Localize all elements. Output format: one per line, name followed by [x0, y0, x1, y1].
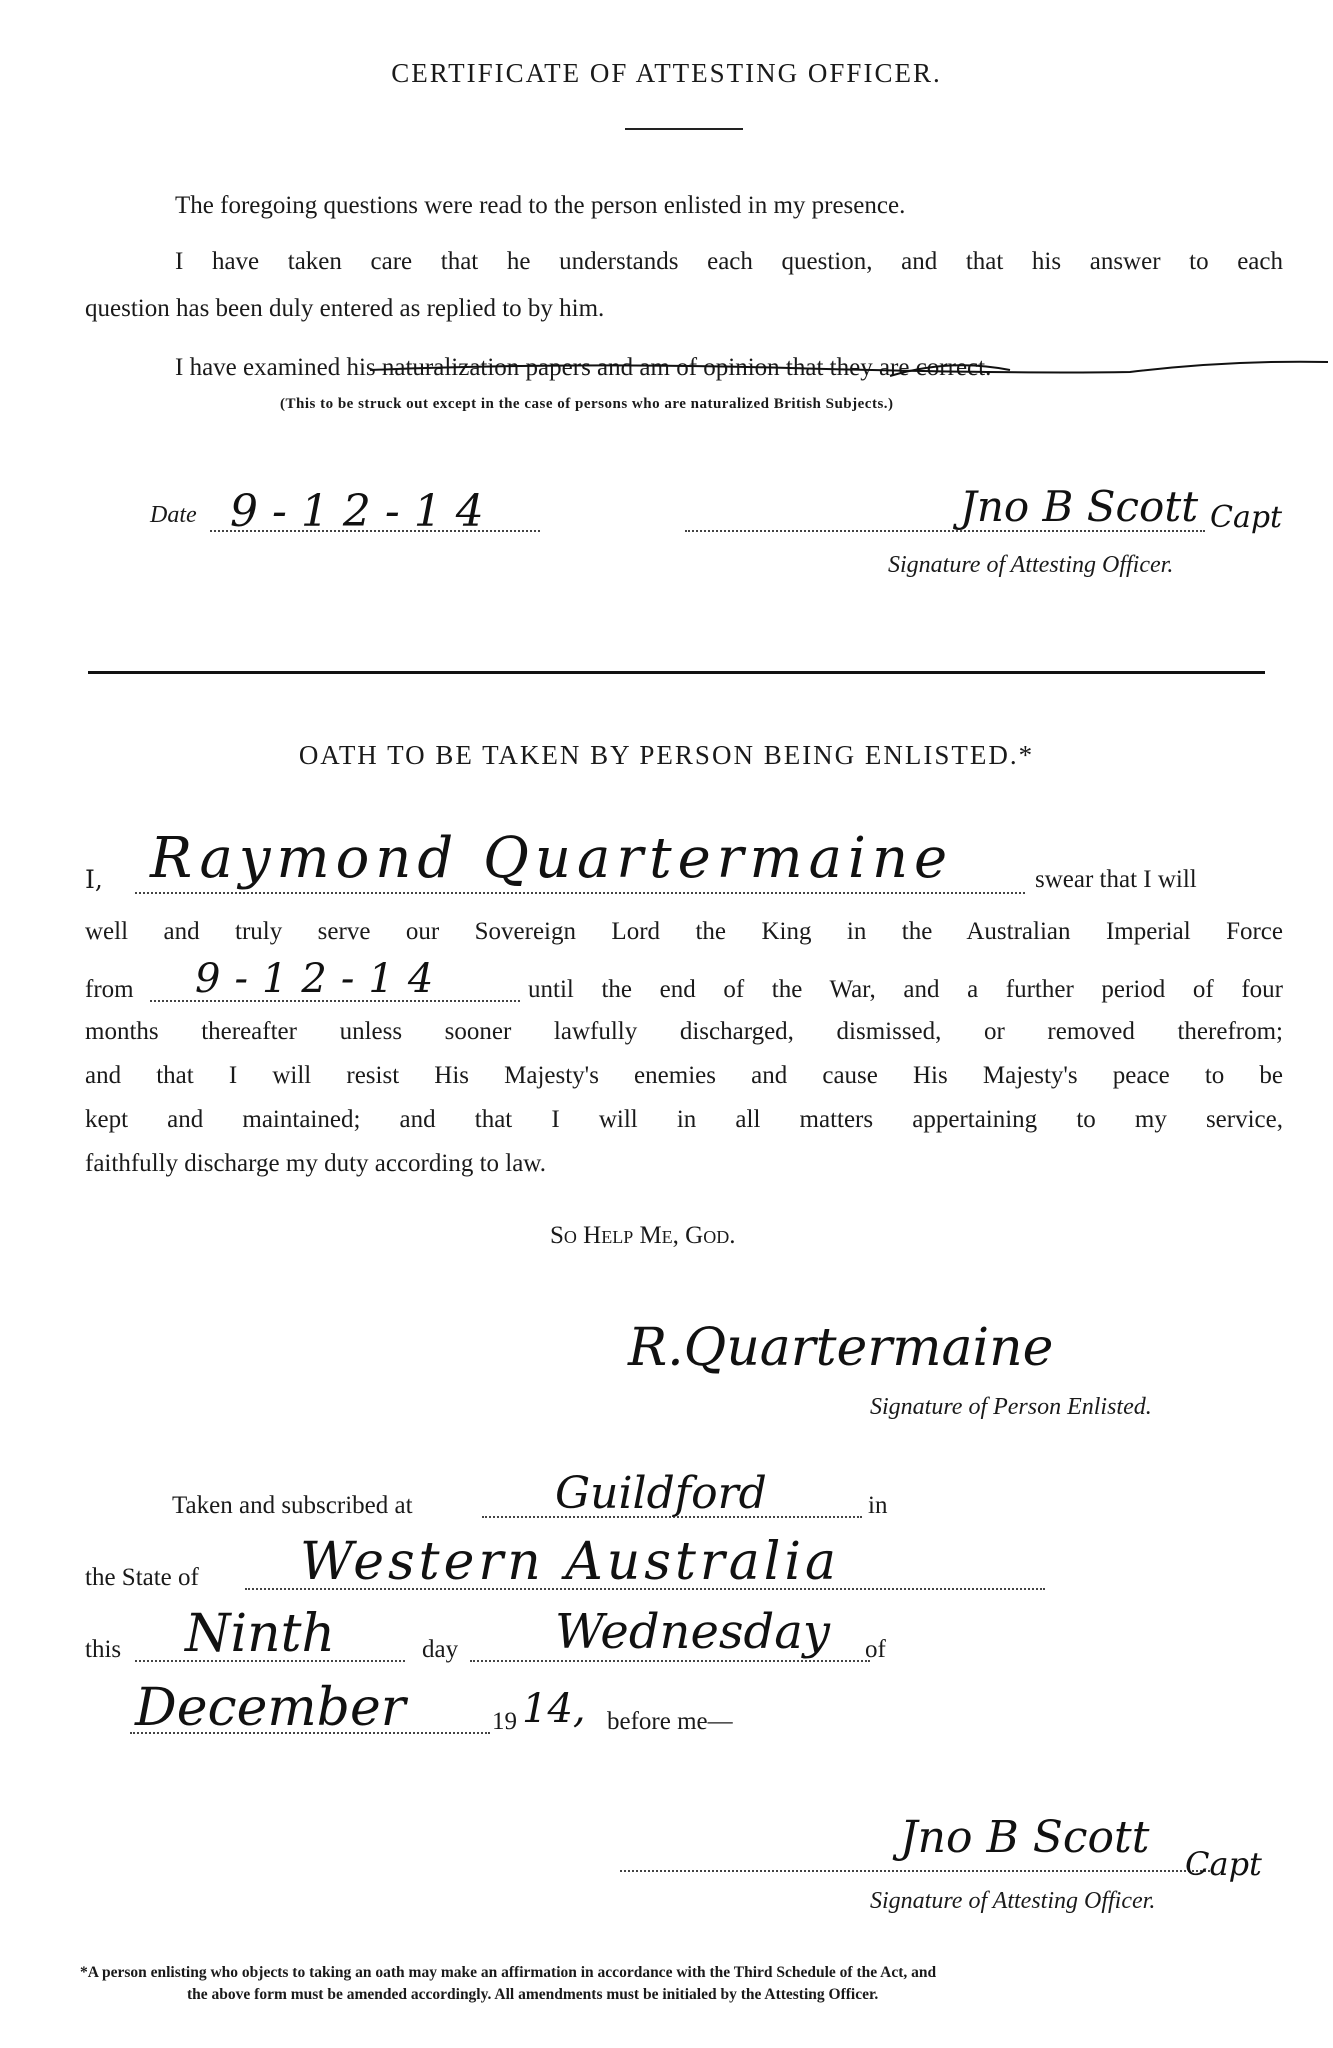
officer-signature-caption-2: Signature of Attesting Officer.	[870, 1888, 1156, 1914]
oath-from-date: 9-12-14	[195, 956, 448, 1002]
oath-from-label: from	[85, 976, 134, 1003]
in-label: in	[868, 1492, 888, 1519]
date-value: 9-12-14	[230, 486, 498, 537]
footnote-line-2: the above form must be amended accordingly. All amendments must be initialed by the Attesting Officer.	[187, 1986, 879, 2003]
oath-line-6: kept and maintained; and that I will in all matters appertaining to my service,	[85, 1106, 1283, 1133]
year-prefix: 19	[492, 1708, 517, 1735]
oath-line-7: faithfully discharge my duty according to law.	[85, 1150, 546, 1177]
certificate-line-1: The foregoing questions were read to the person enlisted in my presence.	[175, 192, 906, 219]
name-dotted-line	[135, 892, 1025, 894]
certificate-line-2a: I have taken care that he understands each question, and that his answer to each	[175, 248, 1283, 275]
officer-signature-caption-1: Signature of Attesting Officer.	[888, 552, 1174, 578]
strike-scribble	[370, 340, 1330, 390]
certificate-title: CERTIFICATE OF ATTESTING OFFICER.	[391, 58, 942, 88]
officer-rank-1: Capt	[1210, 500, 1283, 535]
taken-label: Taken and subscribed at	[172, 1492, 413, 1519]
day-label: day	[422, 1636, 459, 1663]
officer-signature-2: Jno B Scott	[900, 1812, 1150, 1863]
enlisted-signature: R.Quartermaine	[628, 1318, 1054, 1378]
year-suffix: 14,	[522, 1686, 586, 1732]
of-label: of	[865, 1636, 886, 1663]
date-label: Date	[150, 502, 197, 528]
certificate-line-2b: question has been duly entered as replied to by him.	[85, 295, 605, 322]
oath-line-4: months thereafter unless sooner lawfully discharged, dismissed, or removed therefrom;	[85, 1018, 1283, 1045]
naturalization-note: (This to be struck out except in the case of persons who are naturalized British Subjects.)	[280, 396, 894, 412]
section-divider	[88, 671, 1265, 674]
subscription-day: Ninth	[185, 1604, 336, 1664]
officer-rank-2: Capt	[1185, 1845, 1262, 1883]
this-label: this	[85, 1636, 122, 1663]
weekday-dotted-line	[470, 1660, 870, 1662]
state-label: the State of	[85, 1564, 199, 1591]
officer-signature-line-2	[620, 1870, 1210, 1872]
oath-line-3: until the end of the War, and a further period of four	[528, 976, 1283, 1003]
subscription-place: Guildford	[555, 1468, 767, 1519]
oath-closing: So Help Me, God.	[550, 1222, 736, 1249]
certificate-line-3: I have examined his naturalization papers and am of opinion that they are correct.	[175, 354, 992, 381]
title-dash	[625, 128, 743, 130]
oath-pronoun: I,	[85, 865, 103, 894]
oath-line-2: well and truly serve our Sovereign Lord the King in the Australian Imperial Force	[85, 918, 1283, 945]
officer-signature-1: Jno B Scott	[960, 482, 1199, 531]
oath-swear: swear that I will	[1035, 866, 1197, 893]
before-me: before me—	[607, 1708, 733, 1735]
oath-title: OATH TO BE TAKEN BY PERSON BEING ENLISTED.*	[298, 740, 1035, 770]
oath-line-5: and that I will resist His Majesty's enemies and cause His Majesty's peace to be	[85, 1062, 1283, 1089]
enlisted-signature-caption: Signature of Person Enlisted.	[870, 1394, 1152, 1420]
subscription-state: Western Australia	[300, 1532, 840, 1592]
subscription-month: December	[135, 1678, 406, 1738]
enlistee-name: Raymond Quartermaine	[150, 826, 954, 891]
footnote-line-1: *A person enlisting who objects to taking an oath may make an affirmation in accordance with the Third Schedule of the Act, and	[80, 1964, 937, 1981]
subscription-weekday: Wednesday	[555, 1604, 830, 1660]
